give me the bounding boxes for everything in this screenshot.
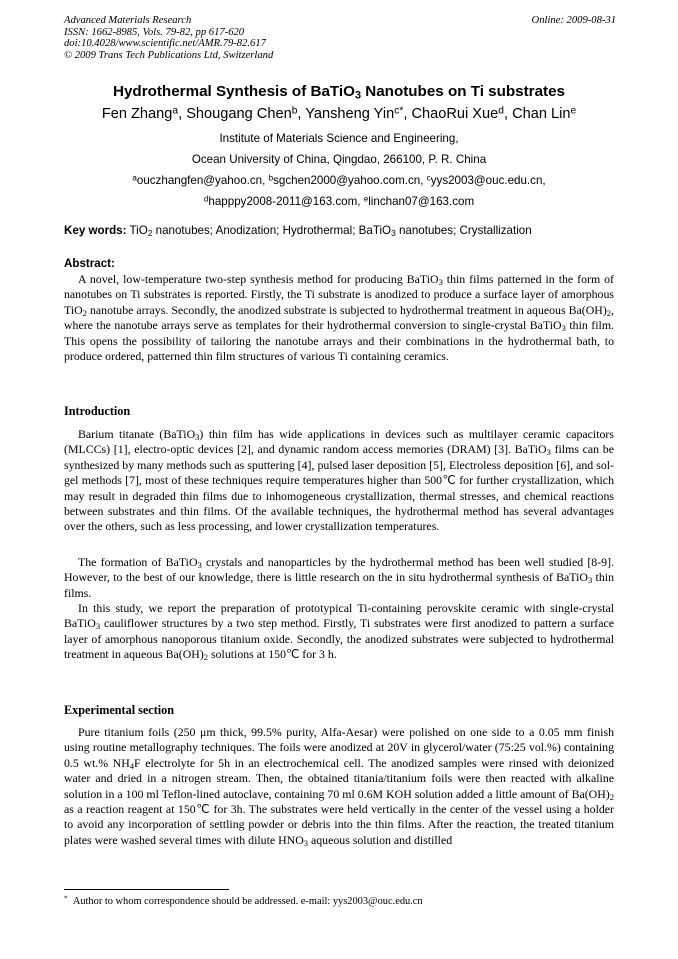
copyright-line: © 2009 Trans Tech Publications Ltd, Switzerland: [64, 49, 274, 61]
experimental-heading: Experimental section: [64, 703, 175, 717]
title-subscript: 3: [354, 89, 362, 102]
footnote: [64, 896, 614, 907]
title-text: Hydrothermal Synthesis of BaTiO: [113, 83, 355, 100]
author: Chan Lin$^e$: [512, 105, 577, 122]
author: Shougang Chen$^b$,: [186, 105, 306, 122]
keywords-label: Key words:: [64, 224, 127, 237]
introduction-heading: Introduction: [64, 404, 131, 418]
author-list: [40, 106, 638, 122]
online-date: Online: 2009-08-31: [531, 15, 616, 26]
paper-title: [40, 83, 638, 100]
footnote-divider: [64, 889, 229, 890]
email-line-1: $^a$ouczhangfen@yahoo.cn, $^b$sgchen2000@yahoo.com.cn, $^c$yys2003@ouc.edu.cn,: [132, 173, 546, 187]
author: ChaoRui Xue$^d$,: [411, 105, 513, 122]
intro-paragraph-2: The formation of BaTiO$_3$ crystals and nanoparticles by the hydrothermal method has been well studied [8-9]. However, to the best of our knowledge, there is little research on the in situ hydrothermal synthesis of BaTiO$_3$ thin films.: [64, 555, 614, 600]
abstract-text: A novel, low-temperature two-step synthesis method for producing BaTiO$_3$ thin films patterned in the form of nanotubes on Ti substrates is reported. Firstly, the Ti substrate is anodized to produce a surface layer of amorphous TiO$_2$ nanotube arrays. Secondly, the anodized substrate is subjected to hydrothermal treatment in aqueous $Ba(OH)_2$, where the nanotube arrays serve as templates for their hydrothermal conversion to single-crystal BaTiO$_3$ thin film. This opens the possibility of tailoring the nanotube arrays and their combinations in the hydrothermal bath, to produce ordered, patterned thin film structures of various Ti containing ceramics.: [64, 272, 614, 364]
abstract-heading: Abstract:: [64, 257, 115, 270]
footnote-mark: *: [64, 894, 68, 903]
experimental-paragraph: Pure titanium foils (250 μm thick, 99.5% purity, Alfa-Aesar) were polished on one side to a 0.05 mm finish using routine metallography techniques. The foils were anodized at 20V in glycerol/water (75:25 vol.%) containing 0.5 wt.% $NH_4F$ electrolyte for 5h in an electrochemical cell. The anodized samples were rinsed with deionized water and dried in a nitrogen stream. Then, the obtained titania/titanium foils were then reacted with alkaline solution in a 100 ml Teflon-lined autoclave, containing 70 ml 0.6M KOH solution added a little amount of $Ba(OH)_2$ as a reaction reagent at 150℃ for 3h. The substrates were held vertically in the center of the vessel using a holder to avoid any incorporation of settling powder or debris into the thin films. After the reaction, the treated titanium plates were washed several times with dilute $HNO_3$ aqueous solution and distilled: [64, 725, 615, 848]
issn-line: ISSN: 1662-8985, Vols. 79-82, pp 617-620: [64, 26, 245, 38]
journal-name: Advanced Materials Research: [64, 15, 192, 26]
doi-line: doi:10.4028/www.scientific.net/AMR.79-82.617: [64, 38, 266, 50]
intro-paragraph-1: Barium titanate (BaTiO$_3$) thin film has wide applications in devices such as multilayer ceramic capacitors (MLCCs) [1], electro-optic devices [2], and dynamic random access memories (DRAM) [3]. BaTiO$_3$ films can be synthesized by many methods such as sputtering [4], pulsed laser deposition [5], Electroless deposition [6], and sol-gel methods [7], most of these techniques require temperatures higher than 500℃ for further crystallization, which may result in degraded thin films due to inhomogeneous crystallization, thermal stresses, and chemical reactions between substrates and thin films. Of the available techniques, the hydrothermal method has several advantages over the others, such as less processing, and lower crystallization temperatures.: [64, 427, 614, 534]
title-text-end: Nanotubes on Ti substrates: [361, 83, 565, 100]
footnote-text: Author to whom correspondence should be addressed. e-mail: yys2003@ouc.edu.cn: [72, 896, 423, 907]
affiliation-line-1: Institute of Materials Science and Engineering,: [219, 132, 459, 145]
intro-paragraph-3: In this study, we report the preparation of prototypical Ti-containing perovskite ceramic with single-crystal BaTiO$_3$ cauliflower structures by a two step method. Firstly, Ti substrates were first anodized to pattern a surface layer of amorphous nanoporous titanium oxide. Secondly, the anodized substrates were subjected to hydrothermal treatment in aqueous $Ba(OH)_2$ solutions at 150℃ for 3 h.: [64, 601, 614, 663]
affiliation-line-2: Ocean University of China, Qingdao, 266100, P. R. China: [191, 153, 487, 166]
journal-header: [64, 15, 616, 61]
keywords: Key words: TiO$_2$ nanotubes; Anodization; Hydrothermal; BaTiO$_3$ nanotubes; Crystallization: [64, 224, 532, 239]
author: Fen Zhang$^a$,: [101, 105, 187, 122]
author: Yansheng Yin$^{c*}$,: [305, 105, 412, 122]
email-line-2: $^d$happpy2008-2011@163.com, $^e$linchan07@163.com: [203, 194, 475, 208]
